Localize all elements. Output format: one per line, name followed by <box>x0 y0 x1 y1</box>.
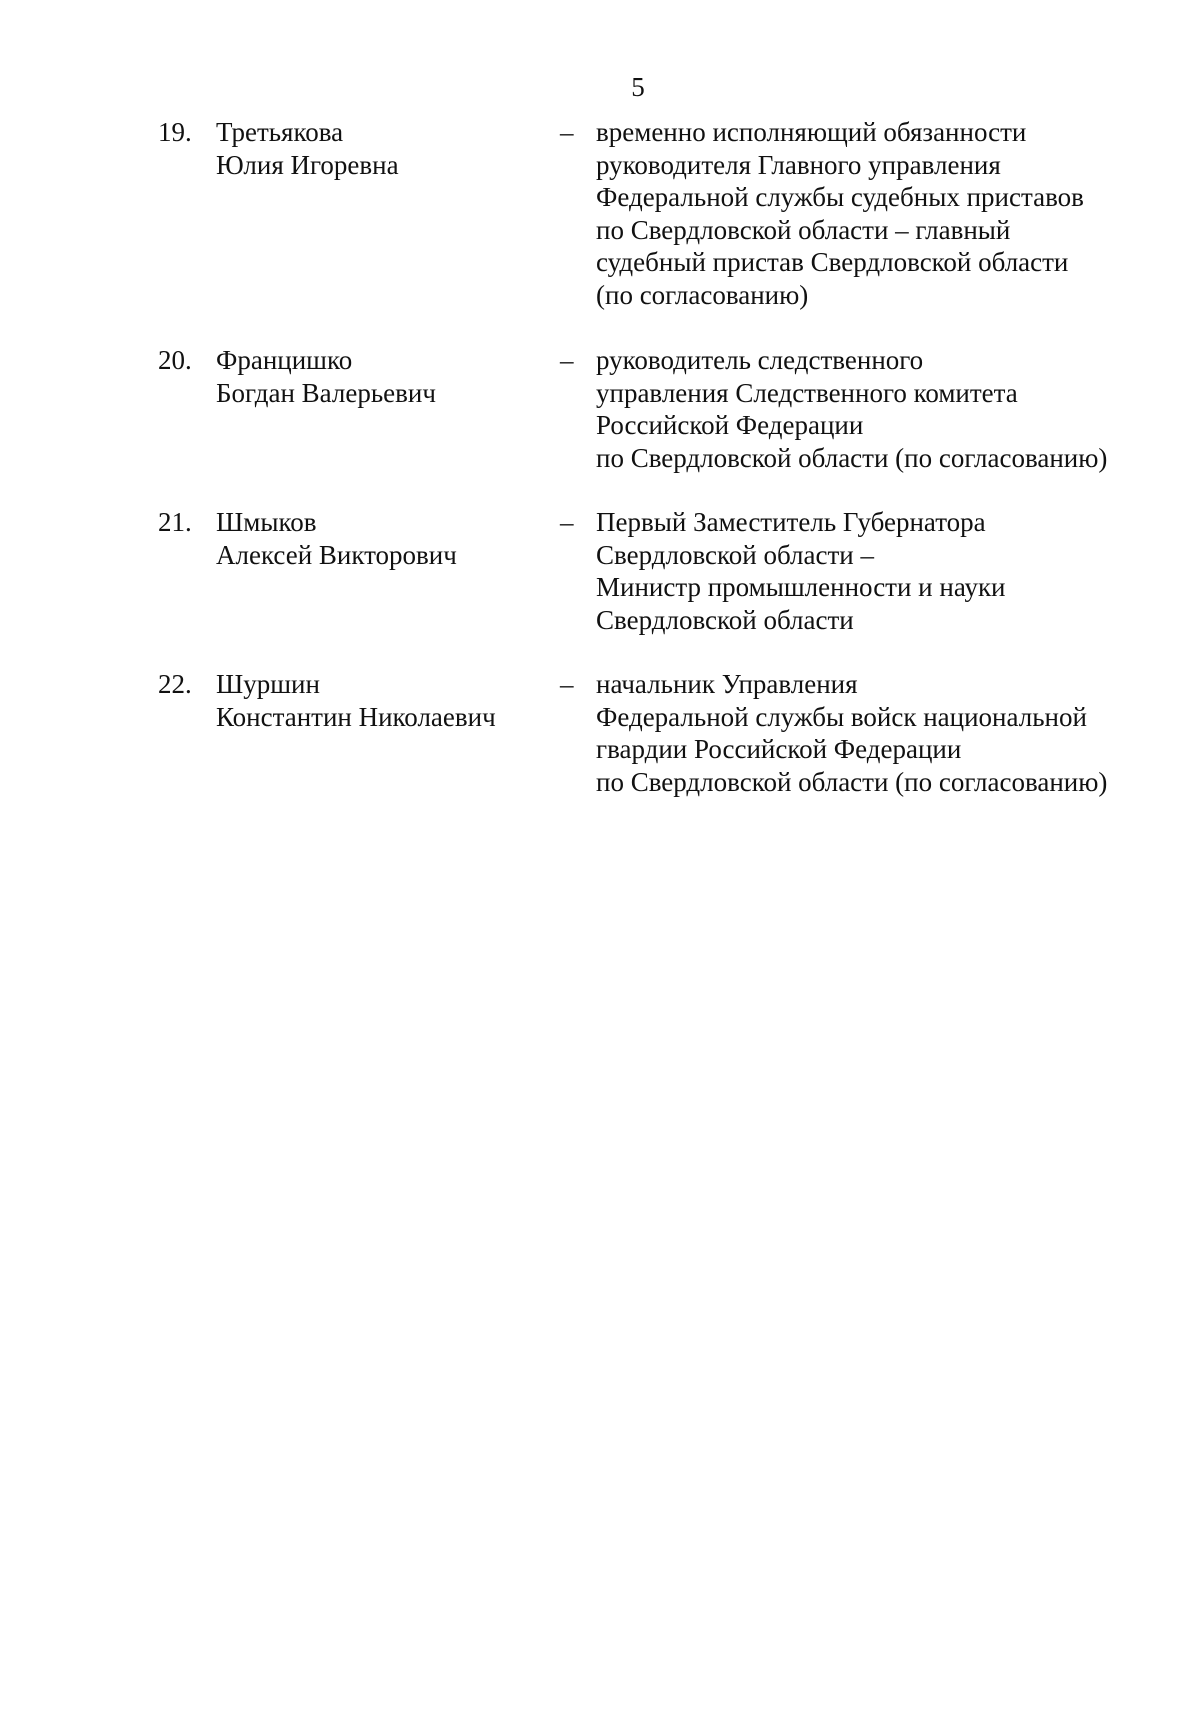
person-name <box>216 668 536 733</box>
entry-number: 20. <box>158 345 192 375</box>
position-line: (по согласованию) <box>596 279 809 310</box>
surname: Третьякова <box>216 117 344 147</box>
position-line: управления Следственного комитета <box>596 377 1018 408</box>
surname: Шуршин <box>216 669 320 699</box>
given-names: Алексей Викторович <box>216 539 457 570</box>
position-line: руководитель следственного <box>596 345 924 375</box>
position-line: временно исполняющий обязанности <box>596 117 1027 147</box>
position-line: Свердловской области – <box>596 539 874 570</box>
position-title <box>596 116 1176 311</box>
position-line: начальник Управления <box>596 669 858 699</box>
position-line: по Свердловской области – главный <box>596 214 1011 245</box>
entry-number: 19. <box>158 117 192 147</box>
person-name <box>216 116 536 181</box>
surname: Францишко <box>216 345 353 375</box>
position-line: Первый Заместитель Губернатора <box>596 507 986 537</box>
page-number: 5 <box>631 72 645 102</box>
position-title <box>596 344 1176 474</box>
position-line: Свердловской области <box>596 604 854 635</box>
given-names: Юлия Игоревна <box>216 149 399 180</box>
dash-separator: – <box>560 507 574 537</box>
dash-separator: – <box>560 117 574 147</box>
given-names: Константин Николаевич <box>216 701 496 732</box>
position-line: гвардии Российской Федерации <box>596 734 962 764</box>
person-name <box>216 344 536 409</box>
position-title <box>596 506 1176 636</box>
entry-number: 22. <box>158 669 192 699</box>
surname: Шмыков <box>216 507 317 537</box>
position-line: руководителя Главного управления <box>596 149 1001 180</box>
given-names: Богдан Валерьевич <box>216 377 436 408</box>
position-line: по Свердловской области (по согласованию) <box>596 766 1108 797</box>
position-line: Федеральной службы войск национальной <box>596 701 1087 732</box>
entry-number: 21. <box>158 507 192 537</box>
dash-separator: – <box>560 345 574 375</box>
position-line: Министр промышленности и науки <box>596 572 1006 602</box>
position-line: Российской Федерации <box>596 410 864 440</box>
position-line: Федеральной службы судебных приставов <box>596 182 1084 212</box>
dash-separator: – <box>560 669 574 699</box>
position-line: судебный пристав Свердловской области <box>596 247 1069 277</box>
position-line: по Свердловской области (по согласованию) <box>596 442 1108 473</box>
person-name <box>216 506 536 571</box>
position-title <box>596 668 1176 798</box>
